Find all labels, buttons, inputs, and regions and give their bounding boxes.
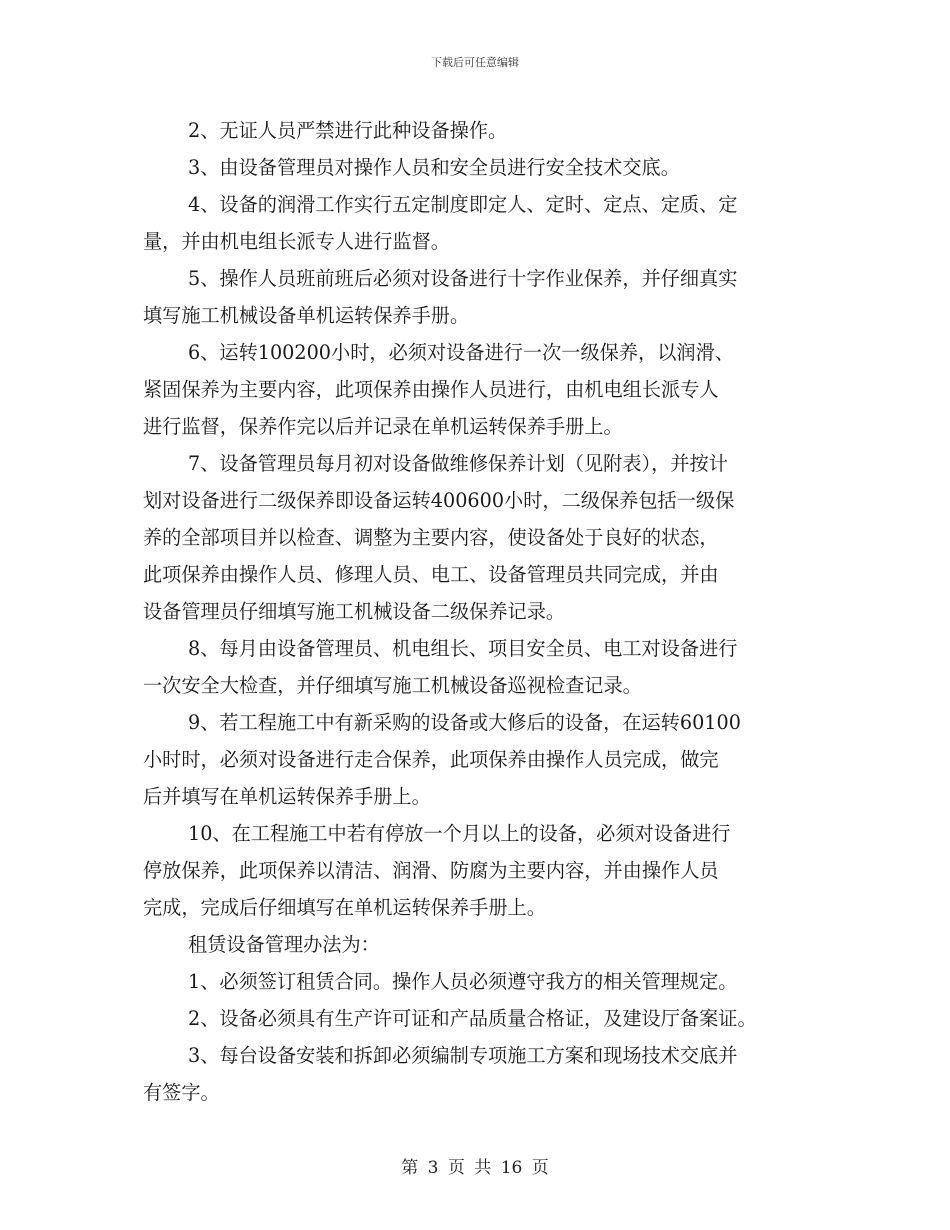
text-line: 此项保养由操作人员、修理人员、电工、设备管理员共同完成，并由 (143, 563, 719, 586)
paragraph (143, 704, 813, 815)
text-line: 9、若工程施工中有新采购的设备或大修后的设备，在运转60100 (188, 711, 741, 734)
text-line: 2、无证人员严禁进行此种设备操作。 (188, 119, 508, 142)
page-footer: 第 3 页 共 16 页 (401, 1158, 549, 1178)
paragraph (143, 260, 813, 334)
paragraph (143, 963, 813, 1000)
paragraph (143, 1037, 813, 1111)
text-line: 量，并由机电组长派专人进行监督。 (143, 230, 450, 253)
text-line: 1、必须签订租赁合同。操作人员必须遵守我方的相关管理规定。 (188, 970, 738, 993)
paragraph (143, 445, 813, 630)
text-line: 3、每台设备安装和拆卸必须编制专项施工方案和现场技术交底并 (188, 1044, 738, 1067)
text-line: 租赁设备管理办法为： (188, 933, 380, 956)
text-line: 8、每月由设备管理员、机电组长、项目安全员、电工对设备进行 (188, 637, 738, 660)
paragraph (143, 1000, 813, 1037)
text-line: 6、运转100200小时，必须对设备进行一次一级保养，以润滑、 (188, 341, 734, 364)
text-line: 4、设备的润滑工作实行五定制度即定人、定时、定点、定质、定 (188, 193, 738, 216)
text-line: 小时时，必须对设备进行走合保养，此项保养由操作人员完成，做完 (143, 748, 719, 771)
paragraph (143, 334, 813, 445)
text-line: 5、操作人员班前班后必须对设备进行十字作业保养，并仔细真实 (188, 267, 738, 290)
text-line: 设备管理员仔细填写施工机械设备二级保养记录。 (143, 600, 566, 623)
paragraph (143, 926, 813, 963)
text-line: 停放保养，此项保养以清洁、润滑、防腐为主要内容，并由操作人员 (143, 859, 719, 882)
document-body (143, 112, 813, 1111)
page-header: 下载后可任意编辑 (431, 56, 519, 69)
text-line: 完成，完成后仔细填写在单机运转保养手册上。 (143, 896, 546, 919)
paragraph (143, 149, 813, 186)
text-line: 3、由设备管理员对操作人员和安全员进行安全技术交底。 (188, 156, 680, 179)
text-line: 10、在工程施工中若有停放一个月以上的设备，必须对设备进行 (188, 822, 731, 845)
text-line: 2、设备必须具有生产许可证和产品质量合格证，及建设厅备案证。 (188, 1007, 757, 1030)
text-line: 划对设备进行二级保养即设备运转400600小时，二级保养包括一级保 (143, 489, 735, 512)
text-line: 后并填写在单机运转保养手册上。 (143, 785, 431, 808)
paragraph (143, 815, 813, 926)
text-line: 一次安全大检查，并仔细填写施工机械设备巡视检查记录。 (143, 674, 642, 697)
paragraph (143, 630, 813, 704)
text-line: 进行监督，保养作完以后并记录在单机运转保养手册上。 (143, 415, 623, 438)
paragraph (143, 186, 813, 260)
text-line: 填写施工机械设备单机运转保养手册。 (143, 304, 470, 327)
text-line: 有签字。 (143, 1081, 220, 1104)
paragraph (143, 112, 813, 149)
text-line: 7、设备管理员每月初对设备做维修保养计划（见附表），并按计 (188, 452, 728, 475)
text-line: 养的全部项目并以检查、调整为主要内容，使设备处于良好的状态， (143, 526, 719, 549)
text-line: 紧固保养为主要内容，此项保养由操作人员进行，由机电组长派专人 (143, 378, 719, 401)
